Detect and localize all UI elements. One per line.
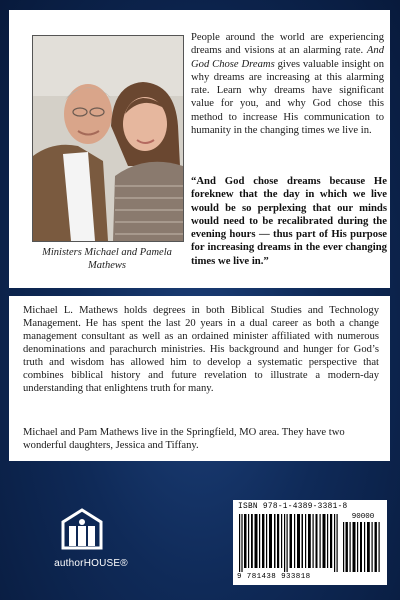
publisher-logo bbox=[36, 508, 146, 578]
book-description bbox=[191, 31, 384, 137]
book-description-part1: People around the world are experiencing dreams and visions at an alarming rate. bbox=[191, 32, 384, 57]
barcode-bars bbox=[239, 514, 339, 572]
isbn-label: ISBN 978-1-4389-3381-8 bbox=[238, 503, 348, 511]
author-photo-illustration bbox=[33, 36, 183, 241]
authorhouse-logo-icon bbox=[61, 508, 103, 550]
author-photo bbox=[32, 35, 184, 242]
author-bio-panel bbox=[9, 296, 390, 461]
author-info-panel bbox=[9, 10, 390, 288]
barcode-number: 9 781438 933818 bbox=[237, 573, 311, 581]
isbn-barcode bbox=[233, 500, 387, 585]
book-description-part2: gives valuable insight on why dreams are increasing at this alarming rate. Learn why dreams have significant value for you, and why God chose this method to increase His communication to humanity in the changing times we live in. bbox=[191, 58, 384, 137]
publisher-name: authorHOUSE® bbox=[54, 558, 128, 569]
book-title: And God Chose Dreams bbox=[191, 45, 384, 70]
addon-barcode-bars bbox=[343, 522, 381, 572]
bio-paragraph-1: Michael L. Mathews holds degrees in both Biblical Studies and Technology Management. He has spent the last 20 years in a dual career as both a change management consultant as well as an ordained minister affiliated with numerous denominations and parachurch ministries. His background and hunger for God’s truth and wisdom has allowed him to develop a systematic perspective that combines biblical history and future revelation to illustrate a modern-day understanding that enlightens truth for many. bbox=[23, 305, 379, 394]
photo-caption: Ministers Michael and Pamela Mathews bbox=[42, 247, 172, 271]
bio-paragraph-2: Michael and Pam Mathews live in the Springfield, MO area. They have two wonderful daughters, Jessica and Tiffany. bbox=[23, 427, 345, 451]
addon-number: 90000 bbox=[351, 513, 375, 521]
featured-quote: “And God chose dreams because He foreknew that the day in which we live would be so perplexing that our minds would need to be recalibrated during the evening hours — thus part of His purpose for increasing dreams in the ever changing times we live in.” bbox=[191, 175, 387, 267]
